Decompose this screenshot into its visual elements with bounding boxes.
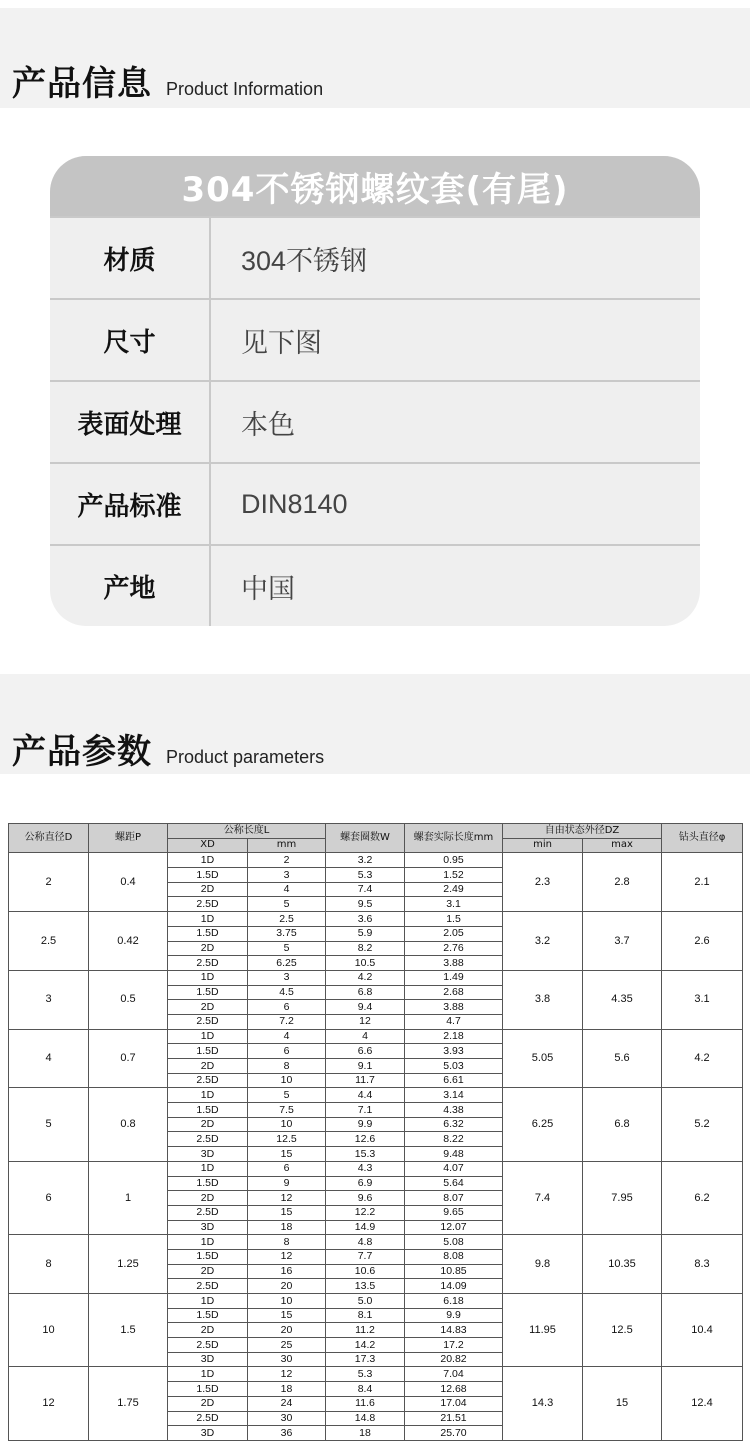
params-title-cn: 产品参数: [12, 732, 152, 772]
cell-actual-length: 2.05: [405, 926, 503, 941]
info-key: 产地: [50, 546, 211, 626]
info-value: 中国: [241, 573, 295, 604]
info-value: 本色: [241, 409, 295, 440]
table-row: [9, 1161, 743, 1176]
cell-drill-diameter: 12.4: [662, 1367, 743, 1440]
cell-xd: 2D: [168, 1191, 248, 1206]
cell-xd: 2D: [168, 1000, 248, 1015]
cell-dz-min: 9.8: [503, 1235, 583, 1294]
cell-actual-length: 4.38: [405, 1103, 503, 1118]
info-row-material: [50, 216, 700, 298]
table-row: [9, 970, 743, 985]
table-row: [9, 1294, 743, 1309]
info-title-cn: 产品信息: [12, 64, 152, 104]
cell-coils: 4.8: [326, 1235, 405, 1250]
cell-length-mm: 6: [248, 1161, 326, 1176]
cell-coils: 7.7: [326, 1249, 405, 1264]
cell-length-mm: 30: [248, 1352, 326, 1367]
cell-coils: 5.3: [326, 1367, 405, 1382]
cell-xd: 2D: [168, 941, 248, 956]
header-actual-length: 螺套实际长度mm: [405, 824, 503, 853]
cell-xd: 1D: [168, 1029, 248, 1044]
cell-coils: 14.8: [326, 1411, 405, 1426]
cell-xd: 1.5D: [168, 1103, 248, 1118]
cell-length-mm: 25: [248, 1338, 326, 1353]
cell-drill-diameter: 3.1: [662, 970, 743, 1029]
cell-coils: 12.2: [326, 1205, 405, 1220]
cell-length-mm: 15: [248, 1308, 326, 1323]
cell-coils: 3.2: [326, 853, 405, 868]
cell-length-mm: 20: [248, 1323, 326, 1338]
cell-length-mm: 3: [248, 970, 326, 985]
cell-pitch: 1.25: [89, 1235, 168, 1294]
cell-coils: 18: [326, 1426, 405, 1441]
cell-actual-length: 9.9: [405, 1308, 503, 1323]
cell-xd: 1D: [168, 1367, 248, 1382]
cell-coils: 4.4: [326, 1088, 405, 1103]
cell-actual-length: 9.65: [405, 1205, 503, 1220]
cell-length-mm: 16: [248, 1264, 326, 1279]
cell-length-mm: 3: [248, 868, 326, 883]
cell-pitch: 1.5: [89, 1294, 168, 1367]
info-key: 产品标准: [50, 464, 211, 544]
cell-actual-length: 3.88: [405, 956, 503, 971]
cell-dz-min: 5.05: [503, 1029, 583, 1088]
info-key: 材质: [50, 218, 211, 298]
cell-coils: 5.0: [326, 1294, 405, 1309]
cell-length-mm: 5: [248, 1088, 326, 1103]
cell-pitch: 1: [89, 1161, 168, 1234]
cell-dz-min: 6.25: [503, 1088, 583, 1161]
cell-length-mm: 2.5: [248, 912, 326, 927]
info-key: 表面处理: [50, 382, 211, 462]
info-section-title: [12, 56, 323, 105]
card-title: 304不锈钢螺纹套(有尾): [50, 156, 700, 216]
cell-actual-length: 1.49: [405, 970, 503, 985]
cell-dz-max: 10.35: [583, 1235, 662, 1294]
cell-dz-min: 2.3: [503, 853, 583, 912]
cell-xd: 2.5D: [168, 1279, 248, 1294]
cell-pitch: 0.7: [89, 1029, 168, 1088]
cell-actual-length: 6.18: [405, 1294, 503, 1309]
cell-actual-length: 8.07: [405, 1191, 503, 1206]
cell-actual-length: 20.82: [405, 1352, 503, 1367]
table-row: [9, 1029, 743, 1044]
cell-length-mm: 4.5: [248, 985, 326, 1000]
cell-xd: 1D: [168, 970, 248, 985]
cell-length-mm: 2: [248, 853, 326, 868]
cell-actual-length: 14.83: [405, 1323, 503, 1338]
cell-length-mm: 8: [248, 1059, 326, 1074]
cell-coils: 8.1: [326, 1308, 405, 1323]
info-value: 304不锈钢: [241, 245, 368, 276]
cell-actual-length: 25.70: [405, 1426, 503, 1441]
cell-length-mm: 3.75: [248, 926, 326, 941]
params-section-title: [12, 724, 324, 773]
cell-actual-length: 3.93: [405, 1044, 503, 1059]
cell-pitch: 0.8: [89, 1088, 168, 1161]
cell-drill-diameter: 5.2: [662, 1088, 743, 1161]
cell-drill-diameter: 8.3: [662, 1235, 743, 1294]
cell-coils: 9.6: [326, 1191, 405, 1206]
cell-dz-max: 2.8: [583, 853, 662, 912]
cell-coils: 5.3: [326, 868, 405, 883]
cell-length-mm: 6: [248, 1000, 326, 1015]
cell-xd: 1.5D: [168, 1044, 248, 1059]
cell-xd: 1.5D: [168, 868, 248, 883]
info-key: 尺寸: [50, 300, 211, 380]
cell-nominal-diameter: 5: [9, 1088, 89, 1161]
cell-actual-length: 1.5: [405, 912, 503, 927]
cell-length-mm: 7.5: [248, 1103, 326, 1118]
cell-xd: 2D: [168, 882, 248, 897]
cell-actual-length: 6.61: [405, 1073, 503, 1088]
cell-dz-min: 3.2: [503, 912, 583, 971]
cell-actual-length: 9.48: [405, 1147, 503, 1162]
cell-length-mm: 12: [248, 1367, 326, 1382]
cell-dz-max: 5.6: [583, 1029, 662, 1088]
cell-actual-length: 8.08: [405, 1249, 503, 1264]
cell-dz-min: 7.4: [503, 1161, 583, 1234]
parameters-table: [8, 823, 743, 1441]
cell-coils: 13.5: [326, 1279, 405, 1294]
cell-xd: 1D: [168, 912, 248, 927]
cell-coils: 12: [326, 1014, 405, 1029]
cell-coils: 9.1: [326, 1059, 405, 1074]
cell-xd: 3D: [168, 1352, 248, 1367]
cell-length-mm: 10: [248, 1294, 326, 1309]
cell-length-mm: 5: [248, 897, 326, 912]
cell-coils: 11.6: [326, 1396, 405, 1411]
cell-length-mm: 9: [248, 1176, 326, 1191]
cell-drill-diameter: 6.2: [662, 1161, 743, 1234]
cell-pitch: 0.4: [89, 853, 168, 912]
cell-dz-max: 12.5: [583, 1294, 662, 1367]
cell-length-mm: 18: [248, 1220, 326, 1235]
cell-pitch: 1.75: [89, 1367, 168, 1440]
cell-dz-max: 6.8: [583, 1088, 662, 1161]
cell-coils: 6.6: [326, 1044, 405, 1059]
cell-coils: 9.4: [326, 1000, 405, 1015]
cell-length-mm: 12: [248, 1191, 326, 1206]
header-min: min: [503, 838, 583, 853]
table-body: [9, 853, 743, 1441]
cell-dz-max: 7.95: [583, 1161, 662, 1234]
cell-coils: 11.2: [326, 1323, 405, 1338]
cell-nominal-diameter: 4: [9, 1029, 89, 1088]
cell-xd: 2D: [168, 1264, 248, 1279]
cell-pitch: 0.5: [89, 970, 168, 1029]
header-pitch: 螺距P: [89, 824, 168, 853]
cell-dz-min: 14.3: [503, 1367, 583, 1440]
cell-coils: 9.5: [326, 897, 405, 912]
info-value: 见下图: [241, 327, 322, 358]
table-row: [9, 1367, 743, 1382]
cell-length-mm: 15: [248, 1205, 326, 1220]
cell-length-mm: 10: [248, 1073, 326, 1088]
cell-length-mm: 10: [248, 1117, 326, 1132]
cell-actual-length: 2.68: [405, 985, 503, 1000]
cell-xd: 1D: [168, 1294, 248, 1309]
cell-coils: 8.4: [326, 1382, 405, 1397]
cell-xd: 2D: [168, 1059, 248, 1074]
header-max: max: [583, 838, 662, 853]
cell-dz-min: 3.8: [503, 970, 583, 1029]
cell-length-mm: 20: [248, 1279, 326, 1294]
cell-actual-length: 3.88: [405, 1000, 503, 1015]
cell-actual-length: 21.51: [405, 1411, 503, 1426]
cell-length-mm: 24: [248, 1396, 326, 1411]
cell-xd: 2D: [168, 1117, 248, 1132]
info-value: DIN8140: [241, 488, 348, 519]
cell-dz-max: 3.7: [583, 912, 662, 971]
cell-coils: 3.6: [326, 912, 405, 927]
cell-actual-length: 8.22: [405, 1132, 503, 1147]
cell-drill-diameter: 2.1: [662, 853, 743, 912]
cell-nominal-diameter: 6: [9, 1161, 89, 1234]
cell-xd: 1.5D: [168, 926, 248, 941]
info-row-finish: [50, 380, 700, 462]
cell-length-mm: 5: [248, 941, 326, 956]
cell-xd: 2.5D: [168, 1205, 248, 1220]
cell-actual-length: 12.68: [405, 1382, 503, 1397]
cell-actual-length: 5.64: [405, 1176, 503, 1191]
cell-nominal-diameter: 2: [9, 853, 89, 912]
cell-coils: 11.7: [326, 1073, 405, 1088]
cell-coils: 14.9: [326, 1220, 405, 1235]
cell-actual-length: 5.08: [405, 1235, 503, 1250]
cell-coils: 12.6: [326, 1132, 405, 1147]
cell-length-mm: 4: [248, 1029, 326, 1044]
cell-coils: 17.3: [326, 1352, 405, 1367]
cell-actual-length: 5.03: [405, 1059, 503, 1074]
cell-length-mm: 30: [248, 1411, 326, 1426]
cell-actual-length: 2.18: [405, 1029, 503, 1044]
header-mm: mm: [248, 838, 326, 853]
cell-coils: 4.3: [326, 1161, 405, 1176]
cell-xd: 2.5D: [168, 1411, 248, 1426]
cell-length-mm: 4: [248, 882, 326, 897]
cell-actual-length: 1.52: [405, 868, 503, 883]
cell-actual-length: 17.04: [405, 1396, 503, 1411]
cell-length-mm: 7.2: [248, 1014, 326, 1029]
cell-length-mm: 15: [248, 1147, 326, 1162]
cell-actual-length: 4.7: [405, 1014, 503, 1029]
cell-xd: 2.5D: [168, 1132, 248, 1147]
cell-xd: 1D: [168, 1088, 248, 1103]
cell-coils: 5.9: [326, 926, 405, 941]
cell-xd: 3D: [168, 1426, 248, 1441]
cell-actual-length: 3.14: [405, 1088, 503, 1103]
header-nominal-length: 公称长度L: [168, 824, 326, 839]
cell-actual-length: 14.09: [405, 1279, 503, 1294]
header-drill-diameter: 钻头直径φ: [662, 824, 743, 853]
cell-nominal-diameter: 8: [9, 1235, 89, 1294]
cell-nominal-diameter: 2.5: [9, 912, 89, 971]
cell-drill-diameter: 2.6: [662, 912, 743, 971]
cell-coils: 4.2: [326, 970, 405, 985]
table-row: [9, 853, 743, 868]
cell-length-mm: 36: [248, 1426, 326, 1441]
info-title-en: Product Information: [166, 79, 324, 99]
cell-length-mm: 12.5: [248, 1132, 326, 1147]
cell-actual-length: 10.85: [405, 1264, 503, 1279]
info-row-origin: [50, 544, 700, 626]
product-info-card: [50, 156, 700, 626]
info-row-size: [50, 298, 700, 380]
cell-actual-length: 2.49: [405, 882, 503, 897]
cell-xd: 1.5D: [168, 985, 248, 1000]
header-coils: 螺套圈数W: [326, 824, 405, 853]
header-xd: XD: [168, 838, 248, 853]
cell-length-mm: 12: [248, 1249, 326, 1264]
table-row: [9, 912, 743, 927]
cell-drill-diameter: 10.4: [662, 1294, 743, 1367]
cell-nominal-diameter: 12: [9, 1367, 89, 1440]
cell-xd: 2D: [168, 1396, 248, 1411]
cell-actual-length: 4.07: [405, 1161, 503, 1176]
header-free-diameter: 自由状态外径DZ: [503, 824, 662, 839]
table-row: [9, 1235, 743, 1250]
cell-coils: 6.9: [326, 1176, 405, 1191]
params-title-en: Product parameters: [166, 747, 325, 767]
cell-xd: 1D: [168, 1161, 248, 1176]
info-row-standard: [50, 462, 700, 544]
cell-actual-length: 17.2: [405, 1338, 503, 1353]
cell-xd: 1.5D: [168, 1308, 248, 1323]
cell-xd: 1.5D: [168, 1249, 248, 1264]
cell-nominal-diameter: 3: [9, 970, 89, 1029]
cell-actual-length: 6.32: [405, 1117, 503, 1132]
cell-length-mm: 6.25: [248, 956, 326, 971]
cell-coils: 9.9: [326, 1117, 405, 1132]
cell-dz-min: 11.95: [503, 1294, 583, 1367]
cell-coils: 4: [326, 1029, 405, 1044]
cell-xd: 1D: [168, 1235, 248, 1250]
cell-length-mm: 6: [248, 1044, 326, 1059]
table-row: [9, 1088, 743, 1103]
cell-coils: 6.8: [326, 985, 405, 1000]
table-header: [9, 824, 743, 853]
cell-xd: 2D: [168, 1323, 248, 1338]
cell-xd: 3D: [168, 1147, 248, 1162]
cell-dz-max: 4.35: [583, 970, 662, 1029]
cell-length-mm: 18: [248, 1382, 326, 1397]
cell-xd: 2.5D: [168, 956, 248, 971]
cell-dz-max: 15: [583, 1367, 662, 1440]
cell-xd: 2.5D: [168, 1338, 248, 1353]
cell-actual-length: 0.95: [405, 853, 503, 868]
cell-coils: 8.2: [326, 941, 405, 956]
cell-xd: 3D: [168, 1220, 248, 1235]
cell-xd: 1.5D: [168, 1176, 248, 1191]
cell-nominal-diameter: 10: [9, 1294, 89, 1367]
cell-xd: 2.5D: [168, 1014, 248, 1029]
cell-drill-diameter: 4.2: [662, 1029, 743, 1088]
cell-xd: 1D: [168, 853, 248, 868]
cell-actual-length: 3.1: [405, 897, 503, 912]
cell-coils: 10.5: [326, 956, 405, 971]
cell-xd: 2.5D: [168, 897, 248, 912]
cell-length-mm: 8: [248, 1235, 326, 1250]
header-nominal-diameter: 公称直径D: [9, 824, 89, 853]
cell-coils: 7.1: [326, 1103, 405, 1118]
cell-xd: 2.5D: [168, 1073, 248, 1088]
cell-actual-length: 2.76: [405, 941, 503, 956]
cell-coils: 7.4: [326, 882, 405, 897]
cell-pitch: 0.42: [89, 912, 168, 971]
cell-coils: 10.6: [326, 1264, 405, 1279]
cell-coils: 15.3: [326, 1147, 405, 1162]
cell-actual-length: 7.04: [405, 1367, 503, 1382]
cell-coils: 14.2: [326, 1338, 405, 1353]
cell-actual-length: 12.07: [405, 1220, 503, 1235]
cell-xd: 1.5D: [168, 1382, 248, 1397]
